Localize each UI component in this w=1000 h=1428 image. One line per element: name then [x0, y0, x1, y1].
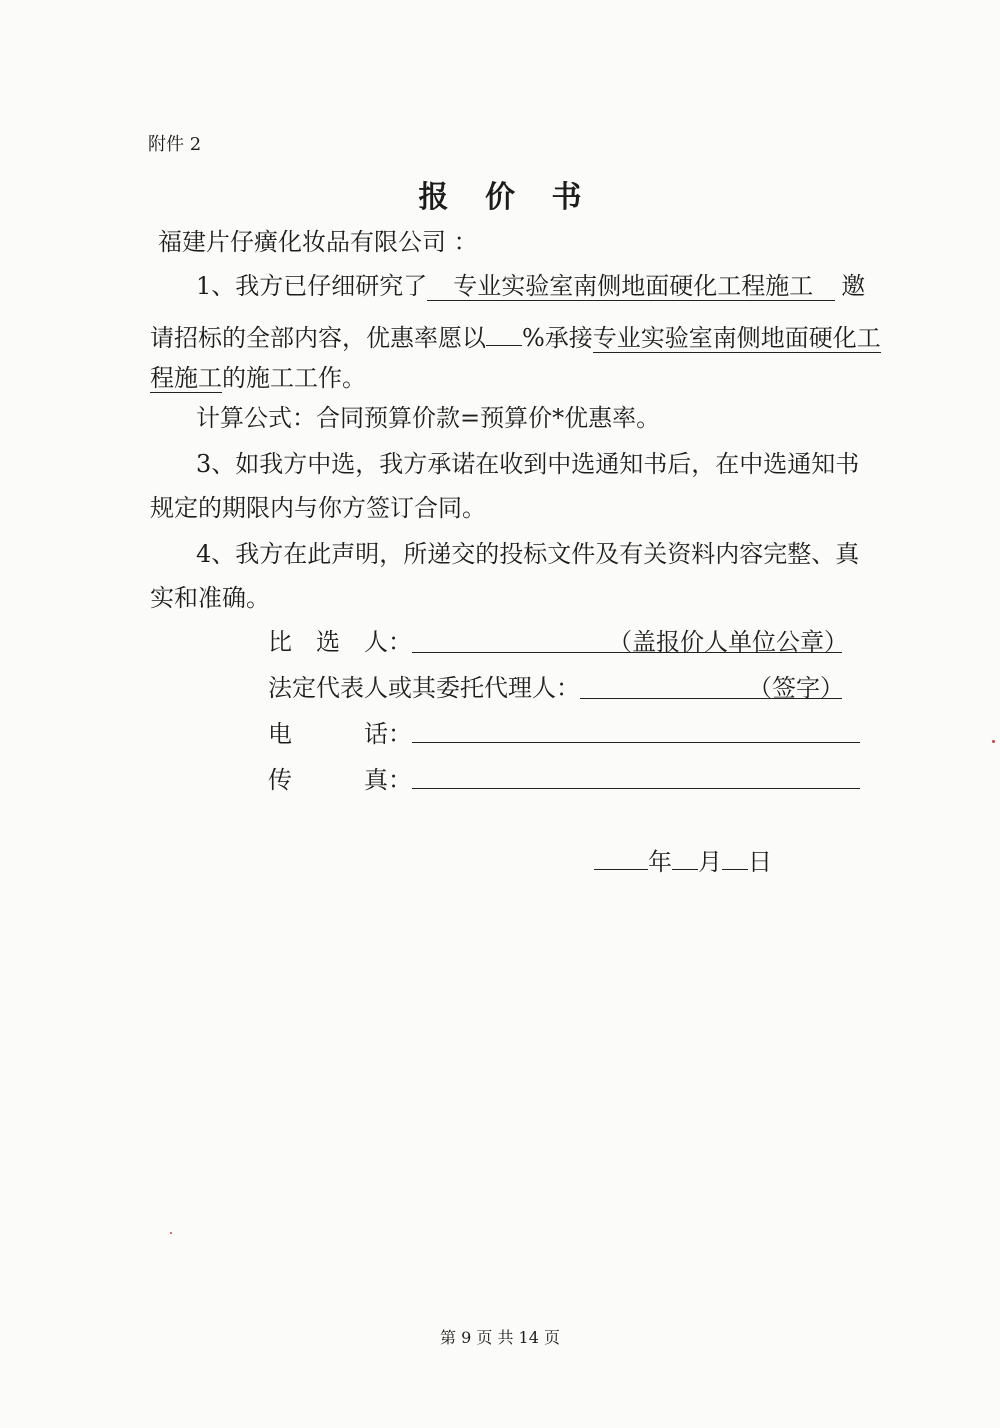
- item1-suffix: 邀: [841, 272, 866, 300]
- attachment-label: 附件 2: [148, 134, 202, 155]
- item3-line1: 3、如我方中选，我方承诺在收到中选通知书后，在中选通知书: [196, 450, 860, 478]
- page-title: [0, 172, 1000, 216]
- day-blank[interactable]: [722, 842, 748, 870]
- page-footer: 第 9 页 共 14 页: [440, 1328, 560, 1347]
- month-blank[interactable]: [672, 842, 698, 870]
- phone-label: 电 话：: [268, 720, 412, 748]
- project-name-part1: 专业实验室南侧地面硬化工: [592, 324, 881, 352]
- day-char: 日: [748, 848, 772, 876]
- item1-line3: [150, 362, 366, 394]
- bidder-label: 比 选 人：: [268, 628, 412, 656]
- project-name-blank: 专业实验室南侧地面硬化工程施工: [427, 272, 835, 301]
- bidder-note: （盖报价人单位公章）: [608, 628, 848, 656]
- addressee: 福建片仔癀化妆品有限公司 ：: [158, 228, 478, 256]
- item4-line1: 4、我方在此声明，所递交的投标文件及有关资料内容完整、真: [196, 540, 860, 568]
- item4-line2: 实和准确。: [150, 584, 270, 612]
- title-char-2: 价: [485, 180, 515, 215]
- title-char-1: 报: [418, 180, 449, 215]
- item1-line2: [150, 318, 881, 354]
- item1-line2-prefix: 请招标的全部内容，优惠率愿以: [150, 324, 486, 352]
- fax-blank[interactable]: [412, 788, 860, 789]
- scan-speck: [992, 740, 995, 743]
- item1-line1: [196, 270, 865, 302]
- item1-line3-suffix: 的施工工作。: [222, 364, 366, 392]
- discount-rate-blank[interactable]: [486, 318, 522, 346]
- fax-label: 传 真：: [268, 766, 412, 794]
- item3-line2: 规定的期限内与你方签订合同。: [150, 494, 486, 522]
- year-char: 年: [648, 848, 672, 876]
- title-char-3: 书: [551, 180, 582, 215]
- rep-note: （签字）: [748, 674, 844, 702]
- item1-line2-mid: %承接: [522, 324, 593, 352]
- scan-speck: [170, 1232, 172, 1234]
- rep-label: 法定代表人或其委托代理人：: [268, 674, 580, 702]
- item1-prefix: 1、我方已仔细研究了: [196, 272, 428, 300]
- formula: 计算公式：合同预算价款=预算价*优惠率。: [196, 404, 661, 432]
- project-name-part2: 程施工: [150, 364, 222, 392]
- year-blank[interactable]: [594, 842, 648, 870]
- date-line: [594, 842, 772, 878]
- month-char: 月: [698, 848, 722, 876]
- phone-blank[interactable]: [412, 742, 860, 743]
